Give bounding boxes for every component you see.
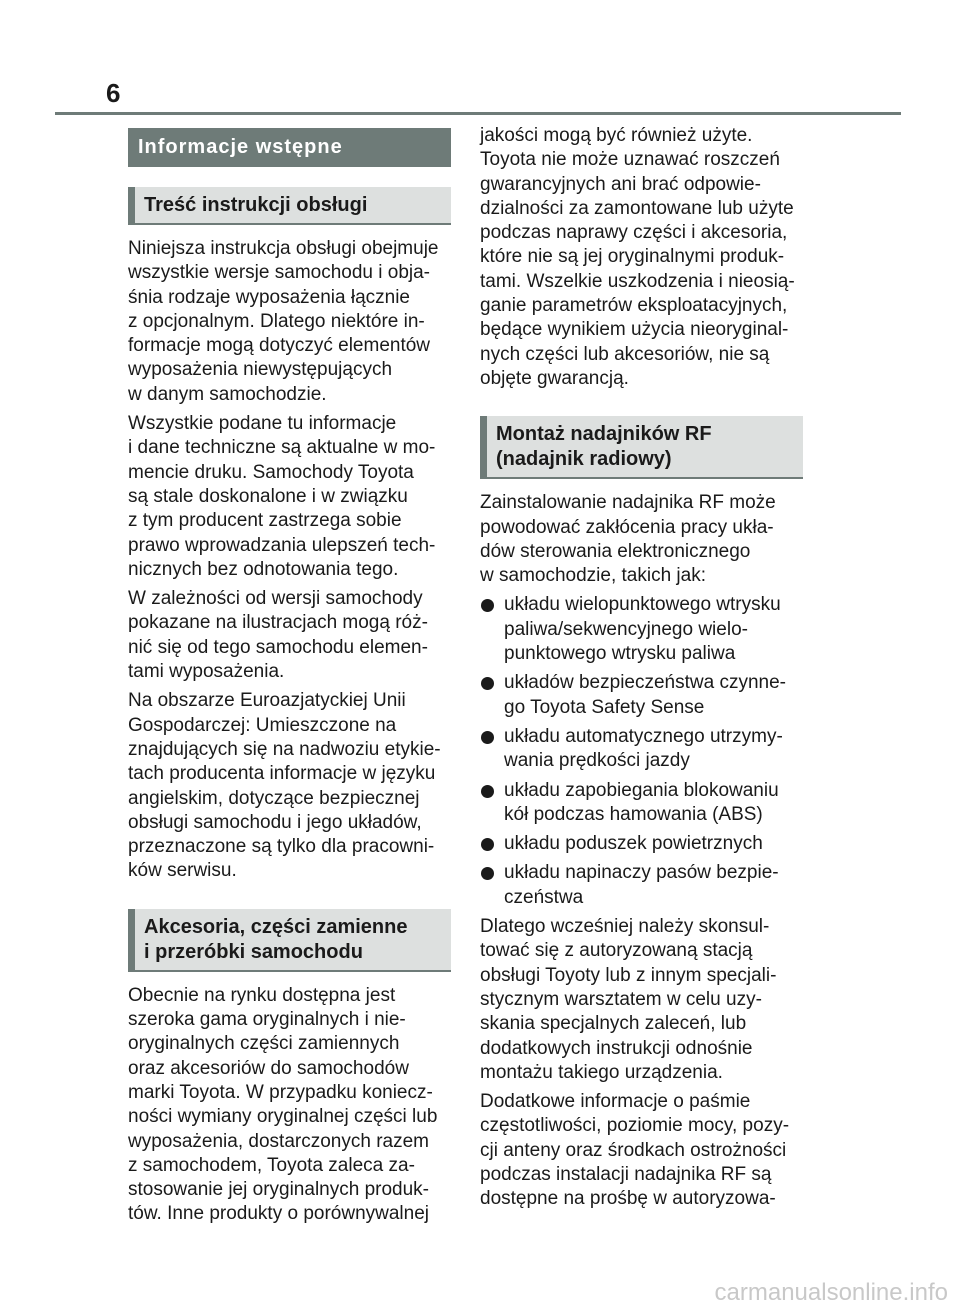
paragraph: W zależności od wersji samochody pokazane na ilustracjach mogą róż- nić się od tego samochodu elemen- tami wyposażenia. (128, 588, 428, 683)
list-item-text: układu automatycznego utrzymy- wania prędkości jazdy (504, 725, 783, 772)
list-item-text: układu poduszek powietrznych (504, 833, 763, 855)
bullet-icon (481, 785, 494, 798)
heading-accessories: Akcesoria, części zamienne i przeróbki samochodu (128, 909, 451, 972)
bullet-list (480, 593, 803, 910)
list-item (480, 725, 803, 774)
bullet-icon (481, 731, 494, 744)
paragraph: Wszystkie podane tu informacje i dane techniczne są aktualne w mo- mencie druku. Samochody Toyota są stale doskonalone i w związku z tym producent zastrzega sobie prawo wprowadzania ulepszeń tech- nicznych bez odnotowania tego. (128, 413, 436, 580)
list-item (480, 593, 803, 666)
list-item (480, 861, 803, 910)
paragraph: Obecnie na rynku dostępna jest szeroka gama oryginalnych i nie- oryginalnych części zamiennych oraz akcesoriów do samochodów marki Toyota. W przypadku koniecz- ności wymiany oryginalnej części lub wyposażenia, dostarczonych razem z samochodem, Toyota zaleca za- stosowanie jej oryginalnych produk- tów. Inne produkty o porównywalnej (128, 984, 438, 1225)
list-item (480, 779, 803, 828)
page-number: 6 (106, 78, 121, 108)
paragraph: Niniejsza instrukcja obsługi obejmuje wszystkie wersje samochodu i obja- śnia rodzaje wyposażenia łącznie z opcjonalnym. Dlatego niektóre in- formacje mogą dotyczyć elementów wyposażenia niewystępujących w danym samochodzie. (128, 238, 439, 405)
paragraph: Zainstalowanie nadajnika RF może powodować zakłócenia pracy ukła- dów sterowania elektronicznego w samochodzie, takich jak: (480, 492, 776, 587)
list-item-text: układu wielopunktowego wtrysku paliwa/sekwencyjnego wielo- punktowego wtrysku paliwa (504, 594, 781, 665)
left-column (128, 128, 451, 1232)
paragraph: Dlatego wcześniej należy skonsul- tować się z autoryzowaną stacją obsługi Toyoty lub z innym specjali- stycznym warsztatem w celu uzy- skania specjalnych zaleceń, lub dodatkowych instrukcji odnośnie montażu takiego urządzenia. (480, 916, 777, 1083)
list-item-text: układu zapobiegania blokowaniu kół podczas hamowania (ABS) (504, 779, 779, 825)
list-item-text: układu napinaczy pasów bezpie- czeństwa (504, 862, 779, 908)
bullet-icon (481, 838, 494, 851)
paragraph: Dodatkowe informacje o paśmie częstotliwości, poziomie mocy, pozy- cji anteny oraz środkach ostrożności podczas instalacji nadajnika RF są dostępne na prośbę w autoryzowa- (480, 1091, 790, 1210)
paragraph: Na obszarze Euroazjatyckiej Unii Gospodarczej: Umieszczone na znajdujących się na nadwoziu etykie- tach producenta informacje w języku angielskim, dotyczące bezpiecznej obsługi samochodu i jego układów, przeznaczone są tylko dla pracowni- ków serwisu. (128, 690, 441, 882)
bullet-icon (481, 599, 494, 612)
header-rule (55, 112, 901, 115)
paragraph: jakości mogą być również użyte. Toyota nie może uznawać roszczeń gwarancyjnych ani brać odpowie- dzialności za zamontowane lub użyte podczas naprawy części i akcesoria, które nie są jej oryginalnymi produk- tami. Wszelkie uszkodzenia i nieosią- ganie parametrów eksploatacyjnych, będące wynikiem użycia nieoryginal- nych części lub akcesoriów, nie są objęte gwarancją. (480, 125, 795, 389)
watermark: carmanualsonline.info (714, 1279, 948, 1306)
bullet-icon (481, 677, 494, 690)
heading-rf-transmitters: Montaż nadajników RF (nadajnik radiowy) (480, 416, 803, 479)
list-item (480, 671, 803, 720)
list-item (480, 832, 803, 856)
right-column (480, 124, 803, 1217)
list-item-text: układów bezpieczeństwa czynne- go Toyota Safety Sense (504, 672, 786, 718)
section-title: Informacje wstępne (128, 128, 451, 167)
heading-manual-contents: Treść instrukcji obsługi (128, 187, 451, 225)
bullet-icon (481, 867, 494, 880)
